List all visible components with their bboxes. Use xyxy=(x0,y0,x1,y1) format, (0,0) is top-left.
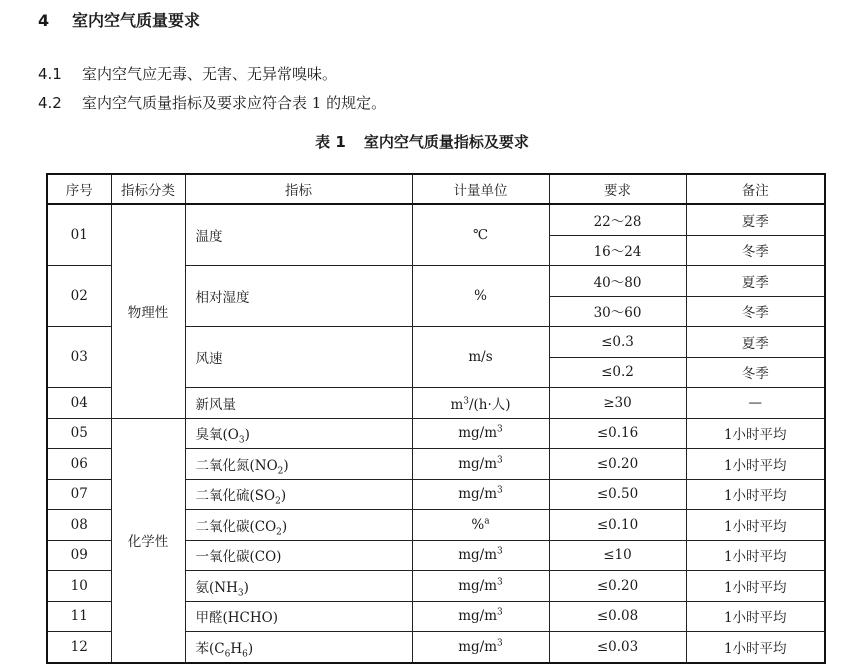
unit-main: mg/m xyxy=(458,455,498,472)
requirement-cell: ≤0.08 xyxy=(549,601,686,632)
name-subscript: 6 xyxy=(224,649,231,660)
indicator-name: 温度 xyxy=(185,204,412,266)
name-main: 臭氧(O xyxy=(195,427,239,444)
note-cell: 1小时平均 xyxy=(686,632,825,663)
requirement-cell: 40～80 xyxy=(549,266,686,297)
unit-superscript: 3 xyxy=(463,396,469,407)
note-cell: 1小时平均 xyxy=(686,571,825,602)
unit-cell: ℃ xyxy=(412,204,549,266)
name-end: ) xyxy=(283,457,289,474)
clause-number: 4.1 xyxy=(38,65,62,83)
name-main: 二氧化碳(CO xyxy=(195,518,277,535)
table-row xyxy=(47,204,825,235)
unit-cell xyxy=(412,510,549,541)
name-end: ) xyxy=(243,579,249,596)
category-chemical: 化学性 xyxy=(111,418,185,663)
name-main: 二氧化氮(NO xyxy=(195,457,278,474)
unit-main: mg/m xyxy=(458,608,498,625)
requirement-cell: ≤0.2 xyxy=(549,357,686,388)
section-number: 4 xyxy=(38,11,50,30)
indicator-name xyxy=(185,632,412,663)
table-header-row xyxy=(47,174,825,204)
row-number: 07 xyxy=(47,479,111,510)
indicator-name: 新风量 xyxy=(185,388,412,419)
requirement-cell: ≤10 xyxy=(549,540,686,571)
name-end: ) xyxy=(244,427,250,444)
unit-main: mg/m xyxy=(458,547,498,564)
row-number: 10 xyxy=(47,571,111,602)
unit-cell xyxy=(412,388,549,419)
row-number: 02 xyxy=(47,266,111,327)
row-number: 01 xyxy=(47,204,111,266)
row-number: 08 xyxy=(47,510,111,541)
table-caption-title: 室内空气质量指标及要求 xyxy=(363,133,529,151)
unit-main: mg/m xyxy=(458,577,498,594)
clause-number: 4.2 xyxy=(38,94,62,112)
row-number: 09 xyxy=(47,540,111,571)
clause-text: 室内空气应无毒、无害、无异常嗅味。 xyxy=(82,65,338,83)
requirement-cell: ≤0.03 xyxy=(549,632,686,663)
indicator-name xyxy=(185,571,412,602)
name-end: ) xyxy=(247,640,254,657)
unit-superscript: 3 xyxy=(497,577,503,588)
section-heading xyxy=(38,8,200,31)
unit-main: mg/m xyxy=(458,425,498,442)
requirement-cell: ≥30 xyxy=(549,388,686,419)
note-cell: 夏季 xyxy=(686,266,825,297)
name-subscript: 6 xyxy=(242,649,248,660)
unit-main: m xyxy=(450,396,464,413)
header-note: 备注 xyxy=(686,174,825,204)
unit-rest: /(h·人) xyxy=(468,396,511,413)
note-cell: 1小时平均 xyxy=(686,540,825,571)
indicator-name: 一氧化碳(CO) xyxy=(185,540,412,571)
clause-4-1 xyxy=(38,63,337,84)
unit-main: % xyxy=(471,516,485,533)
note-cell: 1小时平均 xyxy=(686,418,825,449)
unit-cell xyxy=(412,632,549,663)
table-caption-number: 表 1 xyxy=(315,133,346,151)
unit-cell: % xyxy=(412,266,549,327)
table-caption xyxy=(0,131,844,152)
unit-cell xyxy=(412,479,549,510)
indicator-name: 相对湿度 xyxy=(185,266,412,327)
indicator-name: 甲醛(HCHO) xyxy=(185,601,412,632)
row-number: 04 xyxy=(47,388,111,419)
name-main: 苯(C xyxy=(195,640,225,657)
unit-main: mg/m xyxy=(458,638,498,655)
air-quality-table xyxy=(46,173,826,664)
requirement-cell: ≤0.10 xyxy=(549,510,686,541)
category-physical: 物理性 xyxy=(111,204,185,418)
footnote-marker: a xyxy=(484,516,490,527)
note-cell: 冬季 xyxy=(686,357,825,388)
unit-cell xyxy=(412,418,549,449)
requirement-cell: ≤0.3 xyxy=(549,327,686,358)
indicator-name xyxy=(185,449,412,480)
requirement-cell: 22～28 xyxy=(549,204,686,235)
unit-superscript: 3 xyxy=(497,546,503,557)
header-category: 指标分类 xyxy=(111,174,185,204)
header-indicator: 指标 xyxy=(185,174,412,204)
row-number: 12 xyxy=(47,632,111,663)
name-end: ) xyxy=(280,488,287,505)
requirement-cell: ≤0.50 xyxy=(549,479,686,510)
requirement-cell: 30～60 xyxy=(549,296,686,327)
indicator-name: 风速 xyxy=(185,327,412,388)
unit-superscript: 3 xyxy=(497,424,503,435)
note-cell: — xyxy=(686,388,825,419)
name-mid: H xyxy=(230,640,243,657)
name-main: 氨(NH xyxy=(195,579,238,596)
name-subscript: 3 xyxy=(238,435,245,446)
requirement-cell: ≤0.16 xyxy=(549,418,686,449)
header-requirement: 要求 xyxy=(549,174,686,204)
unit-main: mg/m xyxy=(458,486,498,503)
requirement-cell: ≤0.20 xyxy=(549,571,686,602)
name-main: 二氧化硫(SO xyxy=(195,488,276,505)
indicator-name xyxy=(185,510,412,541)
header-unit: 计量单位 xyxy=(412,174,549,204)
row-number: 03 xyxy=(47,327,111,388)
unit-superscript: 3 xyxy=(497,455,503,466)
note-cell: 冬季 xyxy=(686,296,825,327)
clause-4-2 xyxy=(38,92,386,113)
name-subscript: 2 xyxy=(275,496,281,507)
requirement-cell: ≤0.20 xyxy=(549,449,686,480)
name-end: ) xyxy=(281,518,288,535)
note-cell: 1小时平均 xyxy=(686,449,825,480)
indicator-name xyxy=(185,479,412,510)
unit-cell xyxy=(412,449,549,480)
name-subscript: 3 xyxy=(237,588,244,599)
header-no: 序号 xyxy=(47,174,111,204)
note-cell: 夏季 xyxy=(686,327,825,358)
unit-cell xyxy=(412,540,549,571)
name-subscript: 2 xyxy=(276,527,282,538)
indicator-name xyxy=(185,418,412,449)
unit-cell: m/s xyxy=(412,327,549,388)
row-number: 11 xyxy=(47,601,111,632)
unit-cell xyxy=(412,571,549,602)
unit-superscript: 3 xyxy=(497,607,503,618)
row-number: 06 xyxy=(47,449,111,480)
note-cell: 1小时平均 xyxy=(686,479,825,510)
note-cell: 1小时平均 xyxy=(686,510,825,541)
unit-superscript: 3 xyxy=(497,485,503,496)
unit-cell xyxy=(412,601,549,632)
section-title: 室内空气质量要求 xyxy=(72,11,201,30)
note-cell: 冬季 xyxy=(686,235,825,266)
clause-text: 室内空气质量指标及要求应符合表 1 的规定。 xyxy=(82,94,387,112)
table-row xyxy=(47,418,825,449)
name-subscript: 2 xyxy=(277,466,284,477)
note-cell: 夏季 xyxy=(686,204,825,235)
note-cell: 1小时平均 xyxy=(686,601,825,632)
requirement-cell: 16～24 xyxy=(549,235,686,266)
row-number: 05 xyxy=(47,418,111,449)
unit-superscript: 3 xyxy=(497,638,503,649)
